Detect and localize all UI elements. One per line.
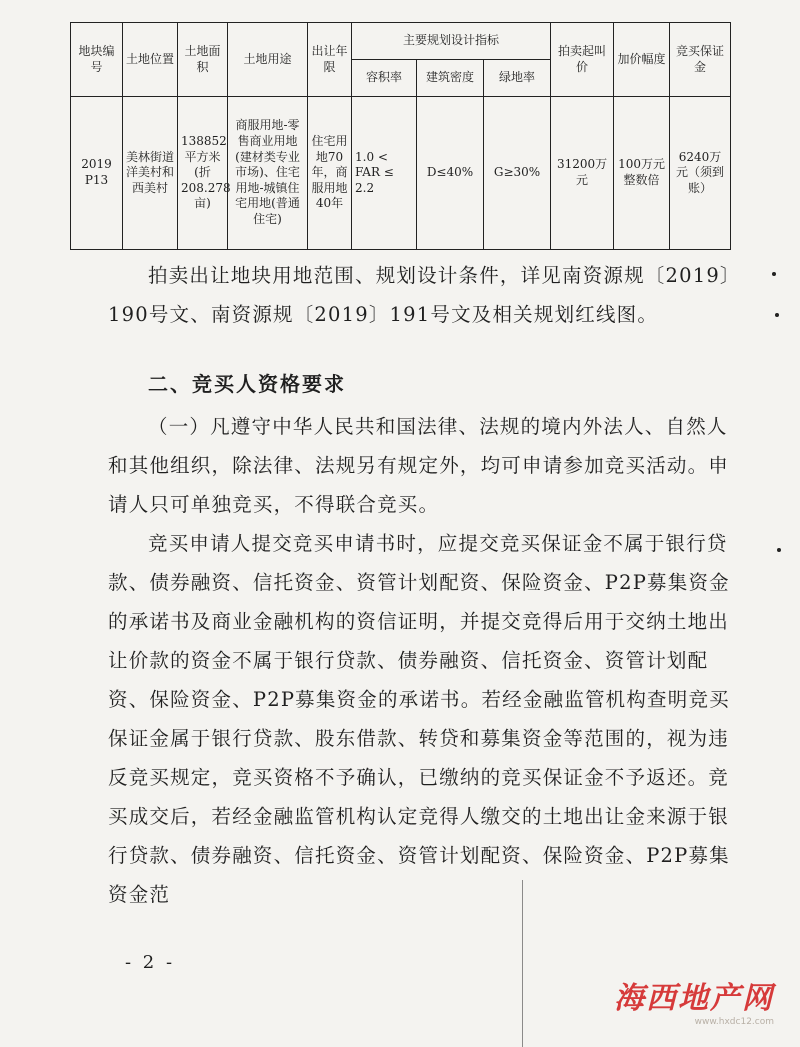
- scan-dot: [775, 313, 779, 317]
- header-term: 出让年限: [308, 23, 352, 97]
- scope-paragraph: [108, 256, 740, 334]
- watermark: [614, 973, 774, 1027]
- header-planning-indicators: 主要规划设计指标: [352, 23, 551, 60]
- section-title: 二、竞买人资格要求: [148, 372, 346, 396]
- scan-fold-line: [522, 880, 523, 1047]
- cell-deposit: 6240万元（须到账）: [670, 97, 731, 250]
- header-density: 建筑密度: [417, 60, 484, 97]
- item2-paragraph: [108, 524, 740, 914]
- table-row: [71, 97, 731, 250]
- header-increment: 加价幅度: [614, 23, 670, 97]
- cell-density: D≤40%: [417, 97, 484, 250]
- header-location: 土地位置: [123, 23, 178, 97]
- item1-paragraph: [108, 407, 740, 524]
- land-plot-table: [70, 22, 731, 250]
- cell-increment: 100万元整数倍: [614, 97, 670, 250]
- cell-start-price: 31200万元: [551, 97, 614, 250]
- item2-text: 竞买申请人提交竞买申请书时，应提交竞买保证金不属于银行贷款、债券融资、信托资金、资管计划配资、保险资金、P2P募集资金的承诺书及商业金融机构的资信证明，并提交竞得后用于交纳土地出让价款的资金不属于银行贷款、债券融资、信托资金、资管计划配资、保险资金、P2P募集资金的承诺书。若经金融监管机构查明竞买保证金属于银行贷款、股东借款、转贷和募集资金等范围的，视为违反竞买规定，竞买资格不予确认，已缴纳的竞买保证金不予返还。竞买成交后，若经金融监管机构认定竞得人缴交的土地出让金来源于银行贷款、债券融资、信托资金、资管计划配资、保险资金、P2P募集资金范: [108, 532, 730, 906]
- cell-green: G≥30%: [484, 97, 551, 250]
- scan-dot: [772, 272, 776, 276]
- header-plot-no: 地块编号: [71, 23, 123, 97]
- header-area: 土地面积: [178, 23, 228, 97]
- cell-term: 住宅用地70年，商服用地40年: [308, 97, 352, 250]
- watermark-logo-text: 海西地产网: [614, 981, 774, 1016]
- cell-area: 138852平方米(折208.278亩): [178, 97, 228, 250]
- header-green: 绿地率: [484, 60, 551, 97]
- page-number: - 2 -: [124, 952, 176, 973]
- scan-dot: [777, 548, 781, 552]
- header-far: 容积率: [352, 60, 417, 97]
- header-land-use: 土地用途: [228, 23, 308, 97]
- cell-plot-no: 2019 P13: [71, 97, 123, 250]
- cell-location: 美林街道洋美村和西美村: [123, 97, 178, 250]
- watermark-url: www.hxdc12.com: [694, 1017, 774, 1027]
- item1-text: （一）凡遵守中华人民共和国法律、法规的境内外法人、自然人和其他组织，除法律、法规另有规定外，均可申请参加竞买活动。申请人只可单独竞买，不得联合竞买。: [108, 415, 730, 516]
- cell-land-use: 商服用地-零售商业用地(建材类专业市场)、住宅用地-城镇住宅用地(普通住宅): [228, 97, 308, 250]
- scope-text: 拍卖出让地块用地范围、规划设计条件，详见南资源规〔2019〕190号文、南资源规〔2019〕191号文及相关规划红线图。: [108, 264, 731, 326]
- header-deposit: 竞买保证金: [670, 23, 731, 97]
- cell-far: 1.0 < FAR ≤ 2.2: [352, 97, 417, 250]
- header-start-price: 拍卖起叫价: [551, 23, 614, 97]
